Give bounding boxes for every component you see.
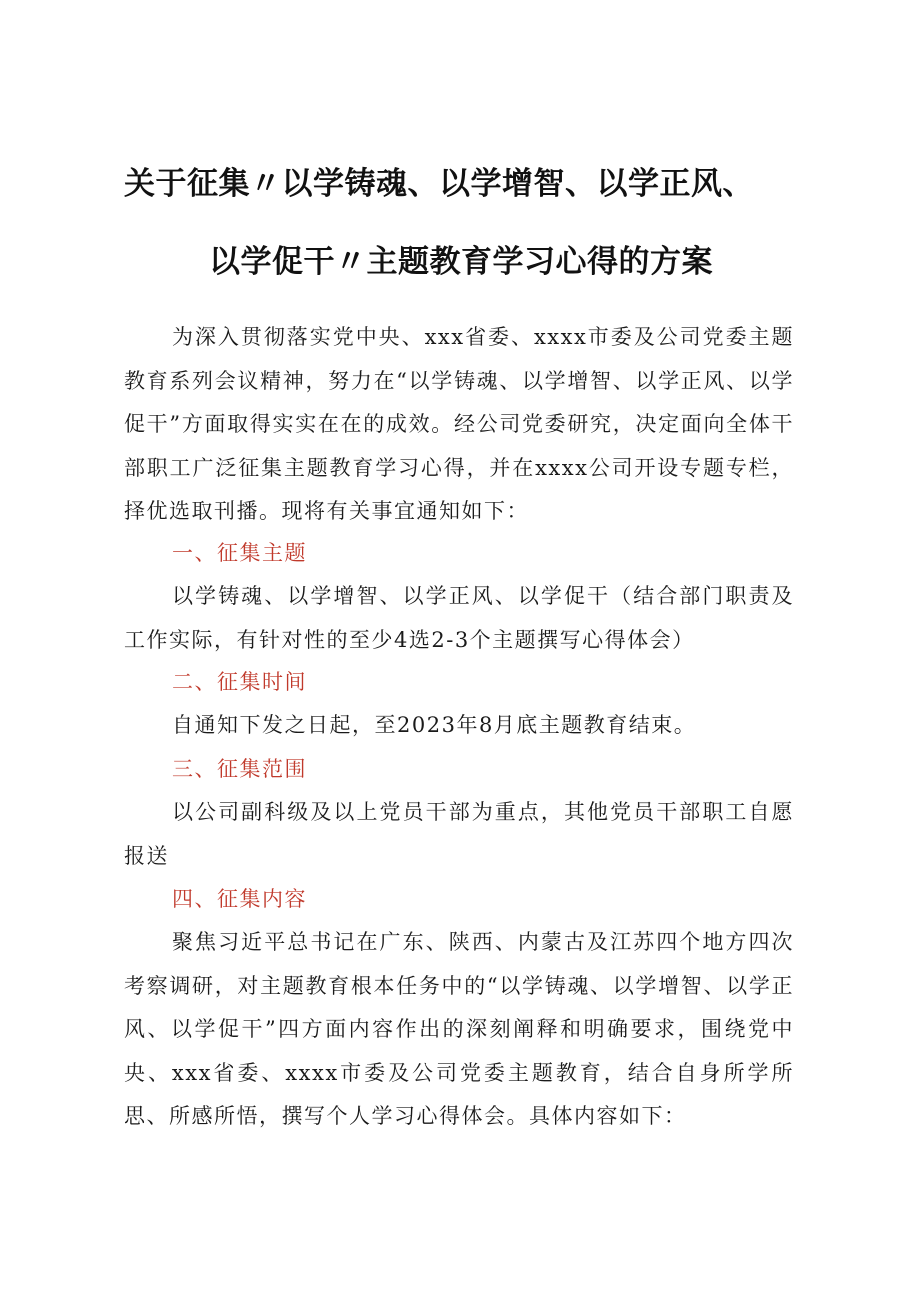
section-body-scope: 以公司副科级及以上党员干部为重点，其他党员干部职工自愿报送 xyxy=(124,800,794,868)
document-title-line-2: 以学促干〃主题教育学习心得的方案 xyxy=(209,244,713,280)
section-heading-time: 二、征集时间 xyxy=(172,670,307,694)
intro-paragraph: 为深入贯彻落实党中央、xxx省委、xxxx市委及公司党委主题教育系列会议精神，努力在“以学铸魂、以学增智、以学正风、以学促干”方面取得实实在在的成效。经公司党委研究，决定面向全体干部职工广泛征集主题教育学习心得，并在xxxx公司开设专题专栏，择优选取刊播。现将有关事宜通知如下： xyxy=(124,325,794,523)
document-title-line-1: 关于征集〃以学铸魂、以学增智、以学正风、 xyxy=(124,166,754,202)
section-body-content: 聚焦习近平总书记在广东、陕西、内蒙古及江苏四个地方四次考察调研，对主题教育根本任务中的“以学铸魂、以学增智、以学正风、以学促干”四方面内容作出的深刻阐释和明确要求，围绕党中央、xxx省委、xxxx市委及公司党委主题教育，结合自身所学所思、所感所悟，撰写个人学习心得体会。具体内容如下： xyxy=(124,930,794,1128)
section-heading-content: 四、征集内容 xyxy=(172,887,307,911)
section-body-theme: 以学铸魂、以学增智、以学正风、以学促干（结合部门职责及工作实际，有针对性的至少4选2-3个主题撰写心得体会） xyxy=(124,584,794,652)
section-body-time: 自通知下发之日起，至2023年8月底主题教育结束。 xyxy=(172,713,697,737)
section-heading-theme: 一、征集主题 xyxy=(172,541,307,565)
section-heading-scope: 三、征集范围 xyxy=(172,757,307,781)
